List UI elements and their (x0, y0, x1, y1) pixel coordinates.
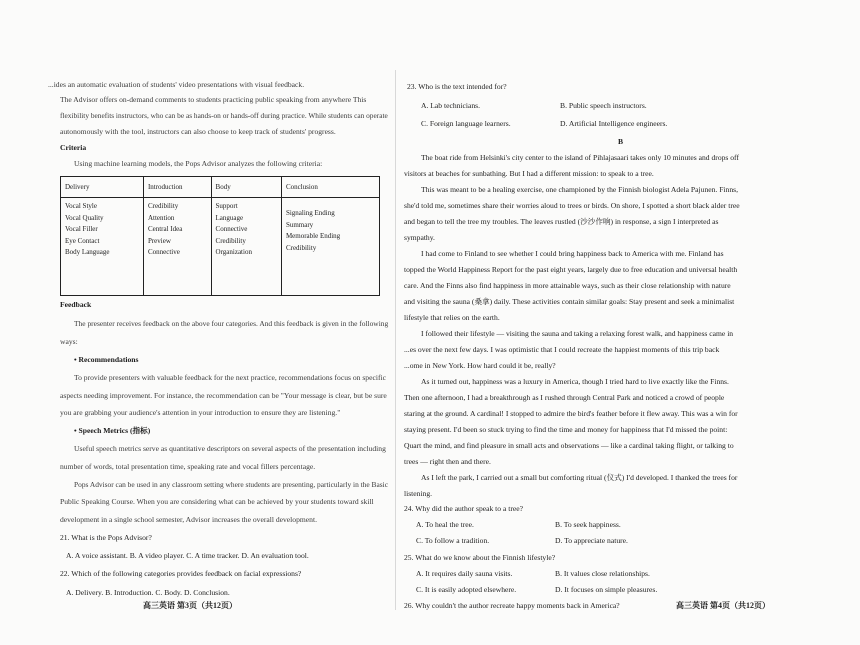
cell-item: Eye Contact (65, 236, 100, 245)
text-line: ...ides an automatic evaluation of students' video presentations with visual feedback. (48, 80, 305, 89)
passage-line: As I left the park, I carried out a small but comforting ritual (仪式) I'd developed. I thanked the trees for (421, 473, 738, 482)
table-header-cell: Body (211, 177, 281, 198)
q24-option-d: D. To appreciate nature. (555, 536, 628, 545)
table-header-row (61, 177, 380, 198)
q25-option-c: C. It is easily adopted elsewhere. (416, 585, 517, 594)
text-line: To provide presenters with valuable feedback for the next practice, recommendations focus on specific (74, 373, 386, 382)
question-24: 24. Why did the author speak to a tree? (404, 504, 524, 513)
table-row (61, 198, 380, 296)
text-line: Pops Advisor can be used in any classroom setting where students are presenting, particularly in the Basic (74, 480, 388, 489)
question-22-options: A. Delivery. B. Introduction. C. Body. D. Conclusion. (66, 588, 230, 597)
passage-line: I had come to Finland to see whether I could bring happiness back to America with me. Finland has (421, 249, 724, 258)
cell-item: Vocal Quality (65, 213, 104, 222)
passage-line: she'd told me, sometimes share their worries aloud to trees or birds. On shore, I spotted a short black alder tree (404, 201, 740, 210)
passage-line: Quart the mind, and find pleasure in small acts and observations — like a cardinal taking flight, or talking to (404, 441, 734, 450)
q24-option-a: A. To heal the tree. (416, 520, 474, 529)
question-26: 26. Why couldn't the author recreate happy moments back in America? (404, 601, 620, 610)
cell-item: Organization (215, 248, 252, 256)
text-line: you are grabbing your audience's attention in your introduction to ensure they are listening." (60, 408, 341, 417)
passage-line: visitors at beaches for sunbathing. But I had a different mission: to speak to a tree. (404, 169, 654, 178)
passage-line: ...es over the next few days. I was optimistic that I could recreate the happiest moments of this trip back (404, 345, 720, 354)
passage-line: care. And the Finns also find happiness in more attainable ways, such as their close relationship with nature (404, 281, 731, 290)
page-fold-divider (395, 70, 396, 610)
page-footer-right: 高三英语 第4页（共12页） (676, 601, 770, 610)
text-line: aspects needing improvement. For instance, the recommendation can be "Your message is clear, but be sure (60, 391, 387, 400)
question-22: 22. Which of the following categories provides feedback on facial expressions? (60, 569, 302, 578)
text-line: flexibility benefits instructors, who can be as hands-on or hands-off during practice. While students can operate (60, 111, 388, 120)
cell-item: Preview (147, 236, 171, 245)
cell-item: Central Idea (147, 225, 183, 233)
passage-line: Then one afternoon, I had a breakthrough as I rushed through Central Park and noticed a crowd of people (404, 393, 725, 402)
q24-option-c: C. To follow a tradition. (416, 536, 490, 545)
table-cell-introduction (143, 198, 211, 296)
q23-option-d: D. Artificial Intelligence engineers. (560, 119, 668, 128)
text-line: The Advisor offers on-demand comments to students practicing public speaking from anywhere This (60, 95, 367, 104)
text-line: Useful speech metrics serve as quantitative descriptors on several aspects of the presentation including (74, 444, 386, 453)
passage-line: trees — right then and there. (404, 457, 491, 466)
criteria-heading: Criteria (60, 143, 87, 152)
text-line: The presenter receives feedback on the above four categories. And this feedback is given in the following (74, 319, 389, 328)
table-cell-body (211, 198, 281, 296)
passage-line: This was meant to be a healing exercise, one championed by the Finnish biologist Adela Pajunen. Finns, (421, 185, 738, 194)
cell-item: Credibility (285, 243, 317, 252)
q23-option-a: A. Lab technicians. (421, 101, 481, 110)
passage-line: The boat ride from Helsinki's city center to the island of Pihlajasaari takes only 10 minutes and drops off (421, 153, 739, 162)
passage-line: lifestyle that relies on the earth. (404, 313, 500, 322)
question-21: 21. What is the Pops Advisor? (60, 533, 152, 542)
table-header-cell: Introduction (143, 177, 211, 198)
question-23: 23. Who is the text intended for? (407, 82, 507, 91)
q25-option-b: B. It values close relationships. (555, 569, 650, 578)
speech-metrics-heading: • Speech Metrics (指标) (74, 426, 151, 435)
cell-item: Credibility (147, 202, 179, 210)
cell-item: Language (215, 213, 244, 222)
text-line: autonomously with the tool, instructors can also choose to keep track of students' progress. (60, 127, 336, 136)
passage-line: staying present. I'd been so stuck trying to find the time and money for happiness that I'd missed the point: (404, 425, 728, 434)
passage-line: ...ome in New York. How hard could it be, really? (404, 361, 556, 370)
text-line: number of words, total presentation time, speaking rate and vocal fillers percentage. (60, 462, 316, 471)
feedback-heading: Feedback (60, 300, 92, 309)
passage-line: As it turned out, happiness was a luxury in America, though I tried hard to live exactly like the Finns. (421, 377, 729, 386)
cell-item: Memorable Ending (285, 232, 341, 240)
cell-item: Connective (215, 225, 248, 233)
recommendations-heading: • Recommendations (74, 355, 139, 364)
cell-item: Body Language (65, 248, 110, 256)
page-footer-left: 高三英语 第3页（共12页） (143, 601, 237, 610)
cell-item: Credibility (215, 236, 246, 245)
cell-item: Vocal Filler (65, 225, 98, 233)
cell-item: Summary (285, 220, 314, 229)
passage-line: topped the World Happiness Report for the past eight years, largely due to free education and universal health (404, 265, 738, 274)
q25-option-a: A. It requires daily sauna visits. (416, 569, 513, 578)
cell-item: Attention (147, 213, 175, 222)
table-cell-delivery (61, 198, 144, 296)
cell-item: Signaling Ending (285, 209, 335, 217)
question-25: 25. What do we know about the Finnish lifestyle? (404, 553, 556, 562)
passage-line: I followed their lifestyle — visiting the sauna and taking a relaxing forest walk, and happiness came in (421, 329, 734, 338)
table-cell-conclusion (281, 198, 379, 296)
passage-line: and visiting the sauna (桑拿) daily. These activities contain similar goals: Stay present and seek a minimalist (404, 297, 735, 306)
q23-option-c: C. Foreign language learners. (421, 119, 511, 128)
table-header-cell: Conclusion (281, 177, 379, 198)
passage-line: and began to tell the tree my troubles. The leaves rustled (沙沙作响) in response, a sign I interpreted as (404, 217, 719, 226)
passage-line: listening. (404, 489, 433, 498)
text-line: ways: (60, 337, 78, 346)
text-line: Public Speaking Course. When you are considering what can be achieved by your students toward skill (60, 497, 374, 506)
q24-option-b: B. To seek happiness. (555, 520, 621, 529)
question-21-options: A. A voice assistant. B. A video player. C. A time tracker. D. An evaluation tool. (66, 551, 309, 560)
cell-item: Support (215, 202, 238, 210)
criteria-table (60, 176, 380, 296)
q25-option-d: D. It focuses on simple pleasures. (555, 585, 658, 594)
text-line: development in a single school semester, Advisor increases the overall development. (60, 515, 317, 524)
cell-item: Connective (147, 248, 180, 256)
q23-option-b: B. Public speech instructors. (560, 101, 647, 110)
table-header-cell: Delivery (61, 177, 144, 198)
section-b-heading: B (618, 137, 624, 146)
criteria-intro: Using machine learning models, the Pops Advisor analyzes the following criteria: (74, 159, 323, 168)
cell-item: Vocal Style (65, 202, 97, 210)
passage-line: staring at the ground. A cardinal! I stopped to admire the bird's feather before it flew away. This was a win for (404, 409, 738, 418)
passage-line: sympathy. (404, 233, 435, 242)
